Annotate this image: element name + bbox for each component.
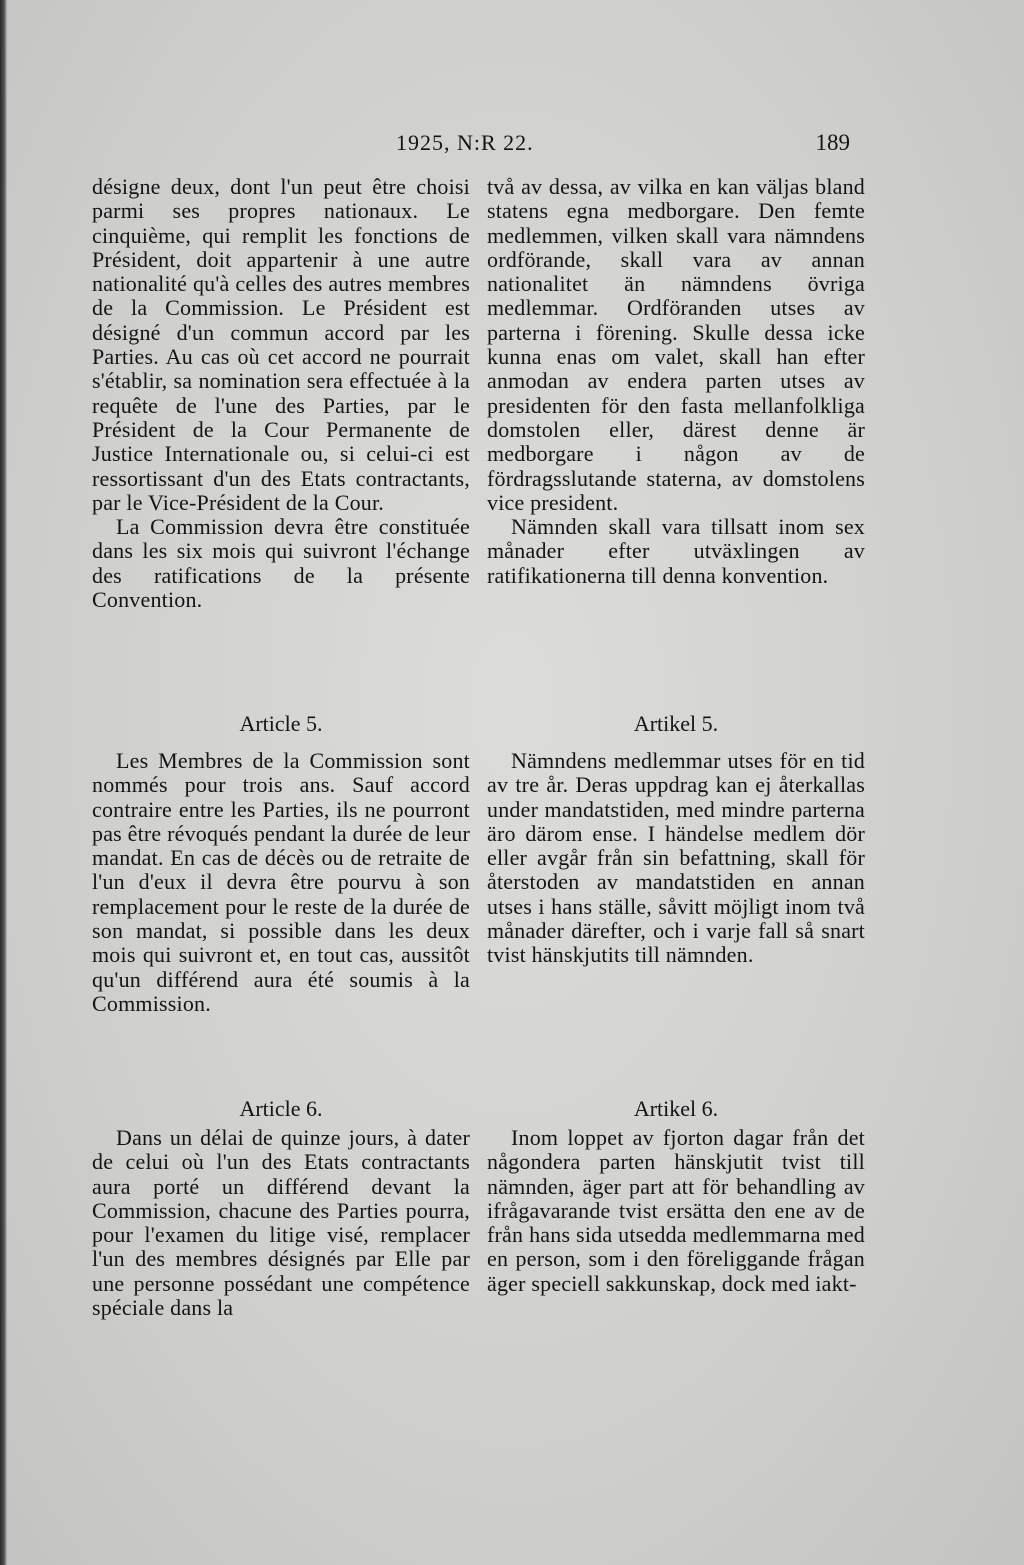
swedish-paragraph-1: två av dessa, av vilka en kan väljas bland statens egna medborgare. Den femte medlemmen, vilken skall vara nämndens ordförande, skall vara av annan nationalitet än nämndens övriga medlemmar. Ordföranden utses av parterna i förening. Skulle dessa icke kunna enas om valet, skall han efter anmodan av endera parten utses av presidenten för den fasta mellanfolkliga domstolen eller, därest denne är medborgare i någon av de fördragsslutande staterna, av domstolens vice president. bbox=[487, 174, 865, 515]
swedish-article-5 bbox=[487, 749, 865, 968]
french-article-5-text: Les Membres de la Commission sont nommés pour trois ans. Sauf accord contraire entre les Parties, ils ne pourront pas être révoqués pendant la durée de leur mandat. En cas de décès ou de retraite de l'un d'eux il devra être pourvu à son remplacement pour le reste de la durée de son mandat, si possible dans les deux mois qui suivront et, en tout cas, aussitôt qu'un différend aura été soumis à la Commission. bbox=[92, 748, 470, 1016]
french-article-6 bbox=[92, 1126, 470, 1320]
french-article-5 bbox=[92, 749, 470, 1016]
running-head bbox=[92, 130, 862, 160]
page-number: 189 bbox=[815, 130, 850, 155]
french-paragraph-1: désigne deux, dont l'un peut être choisi parmi ses propres nationaux. Le cinquième, qui remplit les fonctions de Président, doit appartenir à une autre nationalité qu'à celles des autres membres de la Commission. Le Président est désigné d'un commun accord par les Parties. Au cas où cet accord ne pourrait s'établir, sa nomination sera effectuée à la requête de l'une des Parties, par le Président de la Cour Permanente de Justice Internationale ou, si celui-ci est ressortissant d'un des Etats contractants, par le Vice-Président de la Cour. bbox=[92, 174, 470, 515]
swedish-paragraph-2: Nämnden skall vara tillsatt inom sex månader efter utväxlingen av ratifikationerna till denna konvention. bbox=[487, 514, 865, 588]
swedish-column-intro bbox=[487, 175, 865, 588]
swedish-article-6 bbox=[487, 1126, 865, 1296]
french-article-6-heading: Article 6. bbox=[239, 1096, 323, 1121]
year-reference: 1925, N:R 22. bbox=[396, 130, 534, 155]
french-column-intro bbox=[92, 175, 470, 612]
swedish-article-6-text: Inom loppet av fjorton dagar från det någondera parten hänskjutit tvist till nämnden, äger part att för behandling av ifrågavarande tvist ersätta den ene av de från hans sida utsedda medlemmarna med en person, som i den föreliggande frågan äger speciell sakkunskap, dock med iakt- bbox=[487, 1125, 865, 1296]
french-paragraph-2: La Commission devra être constituée dans les six mois qui suivront l'échange des ratifications de la présente Convention. bbox=[92, 514, 470, 613]
page-edge-shadow bbox=[0, 0, 7, 1565]
swedish-article-5-text: Nämndens medlemmar utses för en tid av tre år. Deras uppdrag kan ej återkallas under mandatstiden, med mindre parterna äro därom ense. I händelse medlem dör eller avgår från sin befattning, skall för återstoden av mandatstiden en annan utses i hans ställe, såvitt möjligt inom två månader därefter, och i varje fall så snart tvist hänskjutits till nämnden. bbox=[487, 748, 865, 968]
swedish-article-5-heading: Artikel 5. bbox=[633, 711, 719, 736]
french-article-5-heading: Article 5. bbox=[239, 711, 323, 736]
french-article-6-text: Dans un délai de quinze jours, à dater de celui où l'un des Etats contractants aura porté un différend devant la Commission, chacune des Parties pourra, pour l'examen du litige visé, remplacer l'un des membres désignés par Elle par une personne possédant une compétence spéciale dans la bbox=[92, 1125, 470, 1321]
swedish-article-6-heading: Artikel 6. bbox=[633, 1096, 719, 1121]
